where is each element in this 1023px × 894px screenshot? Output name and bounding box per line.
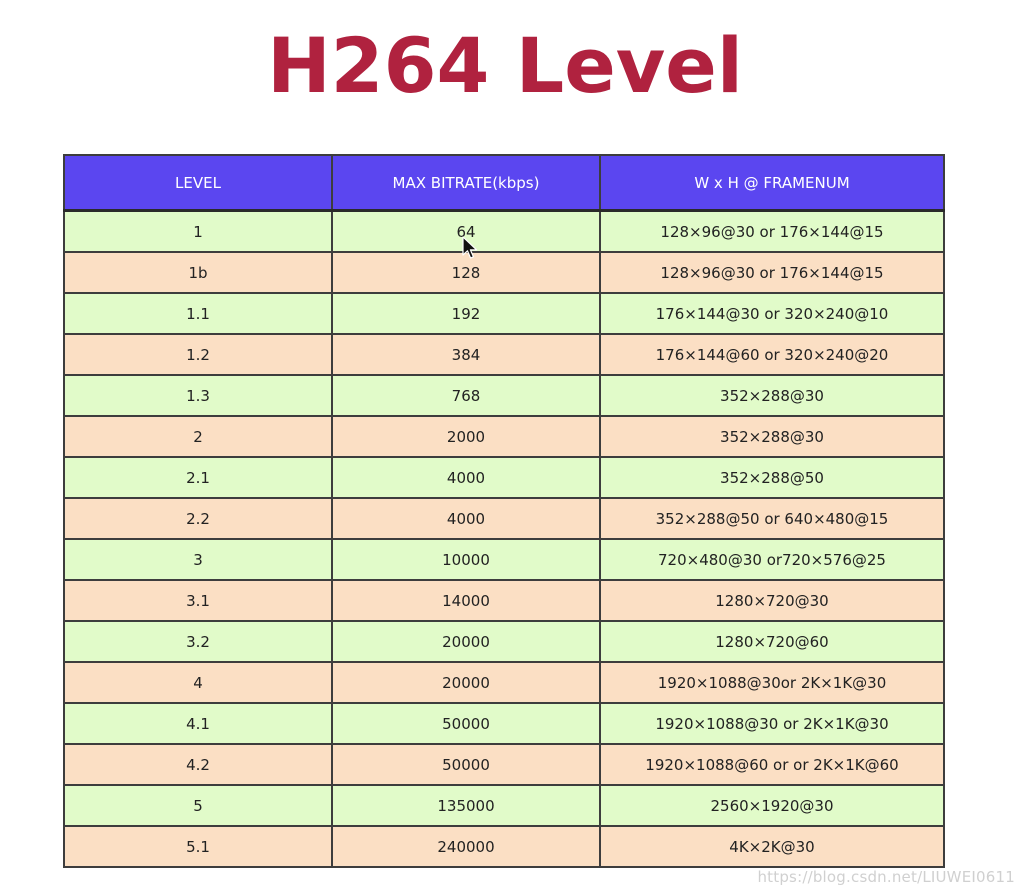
level-cell: 2 xyxy=(64,416,332,457)
bitrate-cell: 240000 xyxy=(332,826,600,867)
resolution-cell: 1280×720@30 xyxy=(600,580,944,621)
table-row xyxy=(64,580,944,621)
bitrate-cell: 14000 xyxy=(332,580,600,621)
bitrate-cell: 192 xyxy=(332,293,600,334)
resolution-cell: 352×288@50 xyxy=(600,457,944,498)
resolution-cell: 1920×1088@30 or 2K×1K@30 xyxy=(600,703,944,744)
bitrate-cell: 4000 xyxy=(332,498,600,539)
column-header-max-bitrate: MAX BITRATE(kbps) xyxy=(332,155,600,211)
mouse-pointer-icon xyxy=(462,236,478,260)
table-row xyxy=(64,662,944,703)
level-cell: 1 xyxy=(64,211,332,253)
resolution-cell: 352×288@50 or 640×480@15 xyxy=(600,498,944,539)
resolution-cell: 2560×1920@30 xyxy=(600,785,944,826)
table-row xyxy=(64,703,944,744)
level-cell: 1.2 xyxy=(64,334,332,375)
table-row xyxy=(64,539,944,580)
level-cell: 5 xyxy=(64,785,332,826)
resolution-cell: 352×288@30 xyxy=(600,375,944,416)
table-row xyxy=(64,744,944,785)
column-header-resolution-framerate: W x H @ FRAMENUM xyxy=(600,155,944,211)
resolution-cell: 1280×720@60 xyxy=(600,621,944,662)
bitrate-cell: 10000 xyxy=(332,539,600,580)
bitrate-cell: 20000 xyxy=(332,621,600,662)
table-row xyxy=(64,498,944,539)
table-row xyxy=(64,334,944,375)
table-row xyxy=(64,252,944,293)
table-row xyxy=(64,293,944,334)
bitrate-cell: 384 xyxy=(332,334,600,375)
table-body xyxy=(64,211,944,868)
bitrate-cell: 768 xyxy=(332,375,600,416)
bitrate-cell: 50000 xyxy=(332,744,600,785)
table-row xyxy=(64,826,944,867)
bitrate-cell: 20000 xyxy=(332,662,600,703)
level-cell: 2.2 xyxy=(64,498,332,539)
resolution-cell: 128×96@30 or 176×144@15 xyxy=(600,211,944,253)
bitrate-cell: 128 xyxy=(332,252,600,293)
level-cell: 4 xyxy=(64,662,332,703)
column-header-level: LEVEL xyxy=(64,155,332,211)
table-row xyxy=(64,416,944,457)
table-row xyxy=(64,621,944,662)
level-cell: 5.1 xyxy=(64,826,332,867)
table-row xyxy=(64,211,944,253)
resolution-cell: 128×96@30 or 176×144@15 xyxy=(600,252,944,293)
source-watermark: https://blog.csdn.net/LIUWEI0611 xyxy=(757,868,1015,886)
header-row xyxy=(64,155,944,211)
table-row xyxy=(64,785,944,826)
table-header xyxy=(64,155,944,211)
level-cell: 1b xyxy=(64,252,332,293)
level-cell: 1.1 xyxy=(64,293,332,334)
resolution-cell: 1920×1088@60 or or 2K×1K@60 xyxy=(600,744,944,785)
bitrate-cell: 2000 xyxy=(332,416,600,457)
level-cell: 4.2 xyxy=(64,744,332,785)
level-cell: 3.1 xyxy=(64,580,332,621)
level-cell: 4.1 xyxy=(64,703,332,744)
level-cell: 3 xyxy=(64,539,332,580)
resolution-cell: 720×480@30 or720×576@25 xyxy=(600,539,944,580)
level-cell: 1.3 xyxy=(64,375,332,416)
resolution-cell: 176×144@60 or 320×240@20 xyxy=(600,334,944,375)
resolution-cell: 1920×1088@30or 2K×1K@30 xyxy=(600,662,944,703)
resolution-cell: 176×144@30 or 320×240@10 xyxy=(600,293,944,334)
bitrate-cell: 50000 xyxy=(332,703,600,744)
page-title: H264 Level xyxy=(267,21,743,110)
bitrate-cell: 4000 xyxy=(332,457,600,498)
level-cell: 2.1 xyxy=(64,457,332,498)
bitrate-cell: 135000 xyxy=(332,785,600,826)
h264-level-table xyxy=(63,154,945,868)
resolution-cell: 352×288@30 xyxy=(600,416,944,457)
resolution-cell: 4K×2K@30 xyxy=(600,826,944,867)
table-row xyxy=(64,457,944,498)
table-row xyxy=(64,375,944,416)
level-cell: 3.2 xyxy=(64,621,332,662)
bitrate-cell: 64 xyxy=(332,211,600,253)
